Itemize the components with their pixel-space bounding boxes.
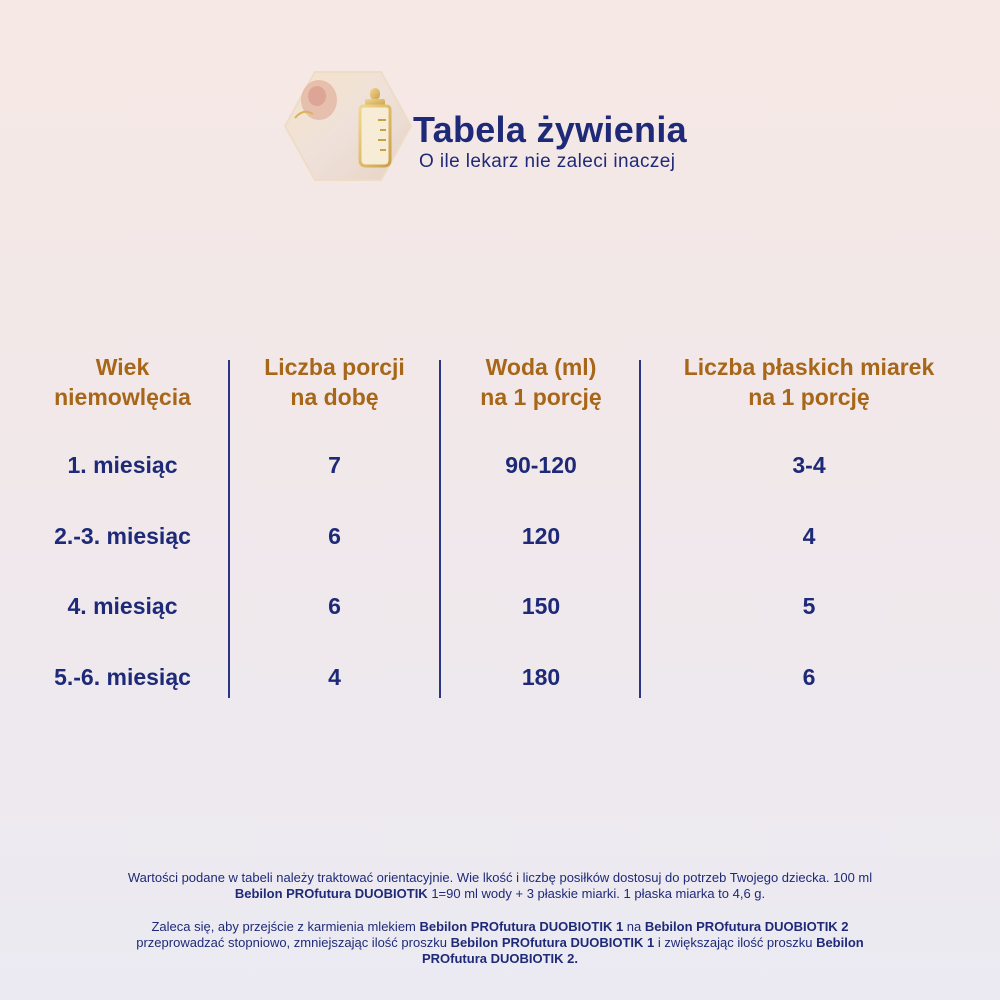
product-name: Bebilon PROfutura DUOBIOTIK 2.	[421, 935, 864, 966]
column-divider	[439, 360, 441, 698]
column-portions	[232, 352, 437, 690]
feeding-table	[0, 352, 1000, 712]
table-cell: 5.-6. miesiąc	[54, 664, 191, 690]
footnote-text: Zaleca się, aby przejście z karmienia mlekiem	[151, 919, 420, 934]
table-cell: 120	[521, 523, 561, 549]
header	[0, 0, 1000, 200]
column-scoops	[645, 352, 973, 690]
product-name: Bebilon PROfutura DUOBIOTIK 2	[644, 919, 849, 934]
table-cell: 1. miesiąc	[67, 452, 178, 478]
column-age	[20, 352, 225, 690]
table-cell: 4	[802, 523, 816, 549]
table-cell: 3-4	[792, 452, 826, 478]
column-header: Wiek niemowlęcia	[54, 354, 191, 410]
table-cell: 7	[328, 452, 341, 478]
table-cell: 2.-3. miesiąc	[54, 523, 191, 549]
table-cell: 6	[802, 664, 816, 690]
footnote-text: na	[623, 919, 645, 934]
product-name: Bebilon PROfutura DUOBIOTIK	[234, 886, 428, 901]
baby-bottle-hexagon-icon	[283, 68, 413, 184]
table-cell: 6	[328, 593, 341, 619]
footnote-text: 1=90 ml wody + 3 płaskie miarki. 1 płaska miarka to 4,6 g.	[427, 886, 766, 901]
table-cell: 150	[521, 593, 561, 619]
footnote-text: i zwiększając ilość proszku	[654, 935, 817, 950]
table-cell: 180	[521, 664, 561, 690]
table-cell: 5	[802, 593, 816, 619]
table-cell: 6	[328, 523, 341, 549]
column-header: Woda (ml) na 1 porcję	[480, 354, 602, 410]
footnote-paragraph	[110, 919, 890, 967]
table-cell: 90-120	[505, 452, 577, 478]
product-name: Bebilon PROfutura DUOBIOTIK 1	[450, 935, 655, 950]
footnote-text: przeprowadzać stopniowo, zmniejszając ilość proszku	[136, 935, 451, 950]
footnote	[110, 870, 890, 984]
page-subtitle: O ile lekarz nie zaleci inaczej	[419, 151, 676, 172]
column-divider	[228, 360, 230, 698]
column-divider	[639, 360, 641, 698]
table-cell: 4. miesiąc	[67, 593, 178, 619]
product-name: Bebilon PROfutura DUOBIOTIK 1	[419, 919, 624, 934]
page-title: Tabela żywienia	[413, 109, 687, 150]
footnote-text: Wartości podane w tabeli należy traktować orientacyjnie. Wie lkość i liczbę posiłków dostosuj do potrzeb Twojego dziecka. 100 ml	[127, 870, 873, 885]
footnote-paragraph	[110, 870, 890, 902]
column-header: Liczba porcji na dobę	[264, 354, 405, 410]
table-cell: 4	[328, 664, 341, 690]
column-header: Liczba płaskich miarek na 1 porcję	[683, 354, 935, 410]
column-water	[440, 352, 642, 690]
